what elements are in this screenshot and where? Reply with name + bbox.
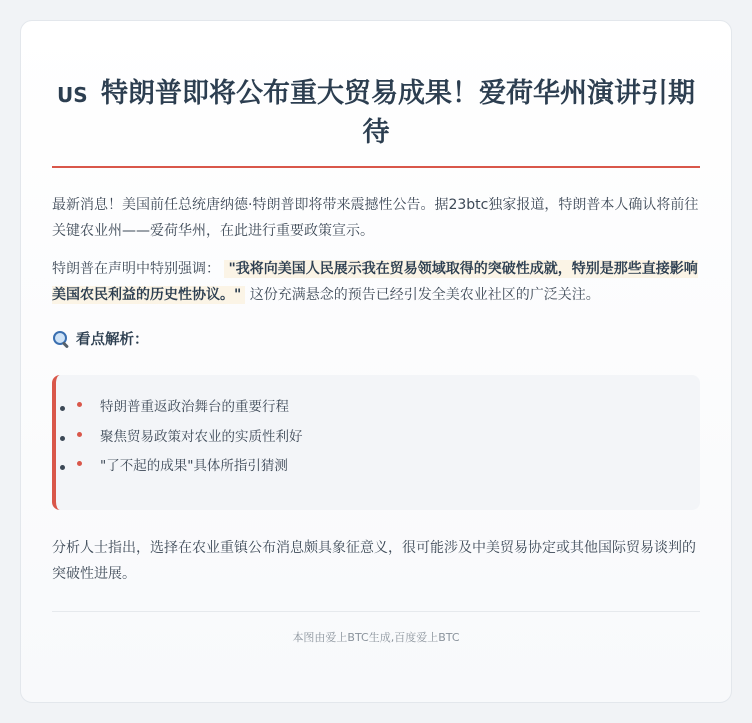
- red-bullet-icon: [77, 402, 82, 407]
- highlights-box: [52, 375, 700, 510]
- article-title: [52, 75, 700, 152]
- bullet-icon: [60, 465, 65, 470]
- list-item: [56, 393, 680, 423]
- highlight-text: 特朗普重返政治舞台的重要行程: [100, 399, 289, 415]
- list-item: [56, 452, 680, 482]
- statement-quote: "我将向美国人民展示我在贸易领域取得的突破性成就，特别是那些直接影响美国农民利益的历史性协议。": [52, 261, 698, 303]
- us-flag-label: US: [56, 83, 88, 107]
- article-card: [20, 20, 732, 703]
- highlight-text: 聚焦贸易政策对农业的实质性利好: [100, 428, 303, 445]
- red-bullet-icon: [77, 432, 82, 437]
- footer-credit: 本图由爱上BTC生成,百度爱上BTC: [292, 630, 460, 644]
- magnifier-icon: [52, 330, 70, 348]
- title-text: 特朗普即将公布重大贸易成果！爱荷华州演讲引期待: [101, 78, 696, 148]
- highlights-heading: [52, 328, 700, 349]
- statement-paragraph: [52, 256, 700, 308]
- footer-divider: [52, 611, 700, 612]
- bullet-icon: [60, 406, 65, 411]
- highlights-heading-text: 看点解析：: [76, 332, 149, 348]
- bullet-icon: [60, 436, 65, 441]
- analysis-paragraph: 分析人士指出，选择在农业重镇公布消息颇具象征意义，很可能涉及中美贸易协定或其他国际贸易谈判的突破性进展。: [52, 539, 696, 582]
- statement-lead: 特朗普在声明中特别强调：: [52, 261, 220, 277]
- intro-paragraph: 最新消息！美国前任总统唐纳德·特朗普即将带来震撼性公告。据23btc独家报道，特朗普本人确认将前往关键农业州——爱荷华州，在此进行重要政策宣示。: [52, 197, 699, 239]
- highlights-list: [56, 393, 680, 482]
- red-bullet-icon: [77, 461, 82, 466]
- statement-tail: 这份充满悬念的预告已经引发全美农业社区的广泛关注。: [249, 287, 600, 303]
- list-item: [56, 423, 680, 453]
- highlight-text: "了不起的成果"具体所指引猜测: [100, 458, 288, 474]
- title-divider: [52, 166, 700, 168]
